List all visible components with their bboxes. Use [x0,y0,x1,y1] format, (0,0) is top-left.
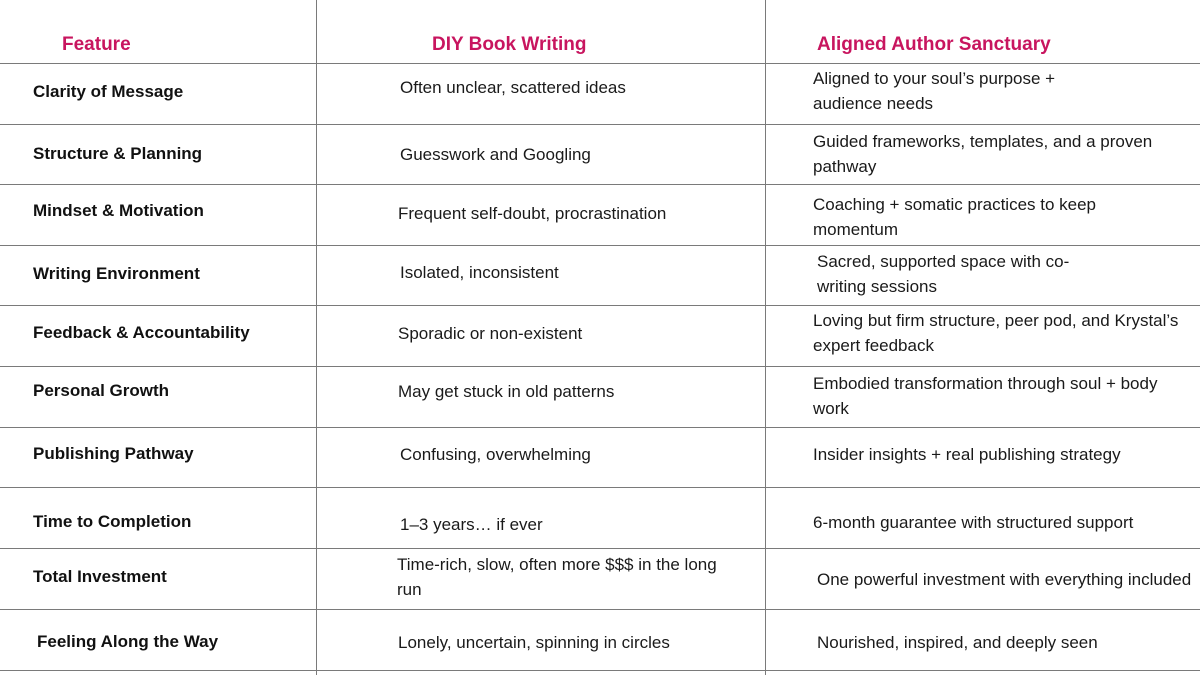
diy-cell: Guesswork and Googling [400,144,591,164]
aligned-cell: Nourished, inspired, and deeply seen [817,632,1098,652]
diy-cell: Frequent self-doubt, procrastination [398,203,667,223]
feature-cell: Feedback & Accountability [33,323,250,342]
feature-cell: Mindset & Motivation [33,201,204,220]
diy-cell: Lonely, uncertain, spinning in circles [398,632,670,652]
column-divider [316,0,317,675]
feature-cell: Structure & Planning [33,144,203,163]
diy-cell: Confusing, overwhelming [400,444,591,464]
header-aligned-author-sanctuary: Aligned Author Sanctuary [817,34,1051,55]
header-feature: Feature [62,34,131,55]
feature-cell: Clarity of Message [33,81,184,101]
column-divider [765,0,766,675]
feature-cell: Time to Completion [33,512,192,531]
diy-cell: Time-rich, slow, often more $$$ in the long run [397,555,717,599]
aligned-cell: One powerful investment with everything included [817,569,1192,589]
aligned-cell: Coaching + somatic practices to keep momentum [813,195,1097,239]
feature-cell: Writing Environment [33,264,200,283]
diy-cell: 1–3 years… if ever [400,514,543,534]
aligned-cell: Sacred, supported space with co-writing sessions [817,252,1070,296]
aligned-cell: Aligned to your soul’s purpose + audience needs [813,69,1056,113]
diy-cell: May get stuck in old patterns [398,381,615,401]
aligned-cell: Loving but firm structure, peer pod, and Krystal’s expert feedback [813,311,1179,355]
feature-cell: Personal Growth [33,381,170,400]
aligned-cell: Insider insights + real publishing strategy [813,444,1121,464]
diy-cell: Often unclear, scattered ideas [400,77,626,97]
aligned-cell: Embodied transformation through soul + body work [813,374,1158,418]
row-divider [0,670,1200,671]
row-divider [0,609,1200,610]
aligned-cell: 6-month guarantee with structured support [813,512,1134,532]
row-divider [0,487,1200,488]
feature-cell: Feeling Along the Way [37,632,219,651]
diy-cell: Isolated, inconsistent [400,262,559,282]
header-diy-book-writing: DIY Book Writing [432,34,587,55]
feature-cell: Total Investment [33,567,167,586]
diy-cell: Sporadic or non-existent [398,323,583,343]
aligned-cell: Guided frameworks, templates, and a proven pathway [813,132,1153,176]
feature-cell: Publishing Pathway [33,444,194,463]
